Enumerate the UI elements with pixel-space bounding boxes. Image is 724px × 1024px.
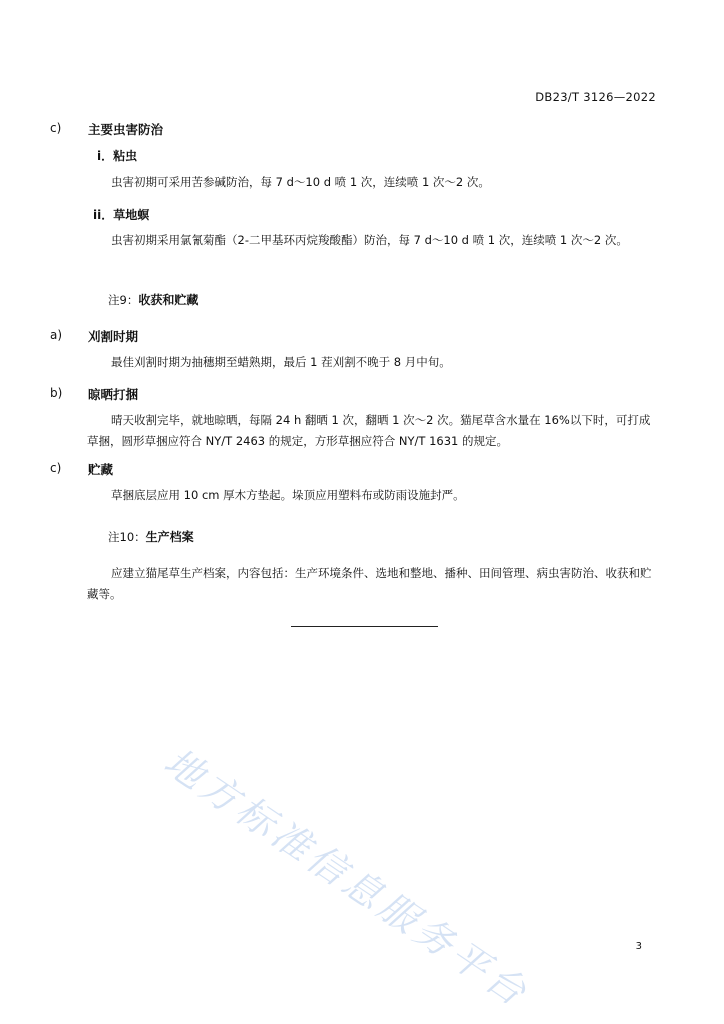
subheading-armyworm: i．粘虫 [97, 149, 138, 163]
paragraph-armyworm: 虫害初期可采用苦参碱防治，每 7 d～10 d 喷 1 次，连续喷 1 次～2 次。 [111, 175, 490, 189]
section-heading-storage: 贮藏 [88, 462, 114, 477]
page-number: 3 [635, 941, 642, 952]
section-heading-harvest-time: 刈割时期 [88, 329, 139, 344]
item-label-c2: c) [50, 461, 62, 475]
paragraph-harvest-time: 最佳刈割时期为抽穗期至蜡熟期，最后 1 茬刈割不晚于 8 月中旬。 [111, 355, 451, 369]
note-10-prefix: 注10： [108, 530, 146, 544]
note-9 [108, 291, 198, 308]
note-9-prefix: 注9： [108, 293, 139, 307]
note-9-title: 收获和贮藏 [138, 293, 199, 307]
paragraph-meadow-moth: 虫害初期采用氯氰菊酯（2-二甲基环丙烷羧酸酯）防治，每 7 d～10 d 喷 1 次，连续喷 1 次～2 次。 [111, 233, 628, 247]
item-label-a: a) [50, 328, 63, 342]
end-rule [291, 626, 438, 627]
paragraph-drying-baling: 晴天收割完毕，就地晾晒，每隔 24 h 翻晒 1 次，翻晒 1 次～2 次。猫尾草含水量在 16%以下时，可打成草捆，圆形草捆应符合 NY/T 2463 的规定，方形草捆应符合 NY/T 1631 的规定。 [87, 413, 651, 448]
note-10 [108, 528, 194, 545]
section-heading-pest-control: 主要虫害防治 [88, 122, 164, 137]
section-heading-drying-baling: 晾晒打捆 [88, 387, 139, 402]
paragraph-archive: 应建立猫尾草生产档案，内容包括：生产环境条件、选地和整地、播种、田间管理、病虫害防治、收获和贮藏等。 [87, 566, 652, 601]
watermark: 地方标准信息服务平台 [156, 739, 538, 1017]
paragraph-storage: 草捆底层应用 10 cm 厚木方垫起。垛顶应用塑料布或防雨设施封严。 [111, 488, 465, 502]
item-label-b: b) [50, 386, 63, 400]
document-number: DB23/T 3126—2022 [535, 90, 656, 104]
subheading-meadow-moth: ii．草地螟 [93, 208, 150, 222]
note-10-title: 生产档案 [145, 530, 194, 544]
item-label-c: c) [50, 121, 62, 135]
